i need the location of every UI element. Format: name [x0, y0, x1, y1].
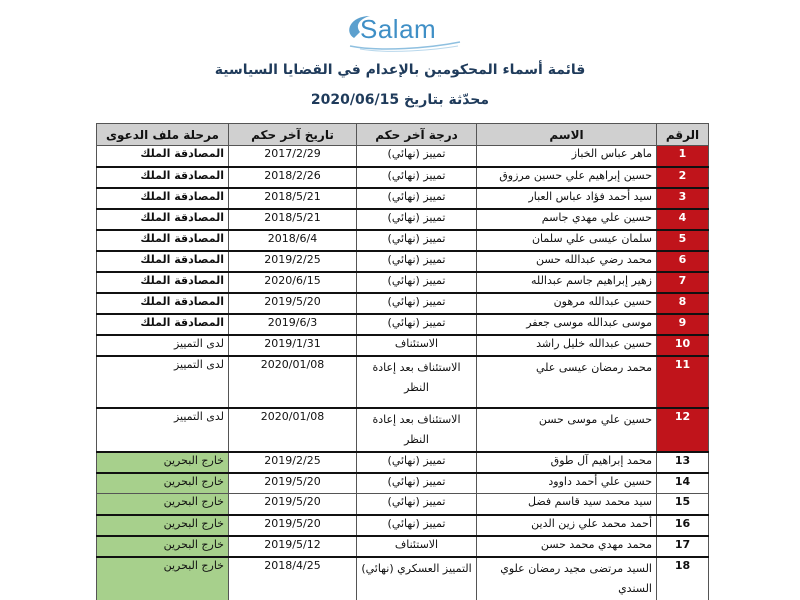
row-number: 12: [657, 408, 709, 452]
row-number: 13: [657, 452, 709, 473]
row-verdict-degree: الاستئناف بعد إعادة النظر: [357, 408, 477, 452]
logo-wordmark: Salam: [360, 14, 437, 44]
row-case-stage: المصادقة الملك: [97, 146, 229, 167]
row-name: السيد مرتضى مجيد رمضان علوي السندي: [477, 557, 657, 600]
table-row: [97, 452, 709, 473]
row-name: سيد أحمد فؤاد عباس العبار: [477, 188, 657, 209]
table-row: [97, 209, 709, 230]
row-number: 6: [657, 251, 709, 272]
row-name: أحمد محمد علي زين الدين: [477, 515, 657, 536]
row-name: زهير إبراهيم جاسم عبدالله: [477, 272, 657, 293]
row-verdict-date: 2020/01/08: [229, 408, 357, 452]
row-number: 8: [657, 293, 709, 314]
row-number: 15: [657, 494, 709, 515]
row-verdict-date: 2020/01/08: [229, 356, 357, 408]
table-row: [97, 408, 709, 452]
row-name: ماهر عباس الخباز: [477, 146, 657, 167]
row-case-stage: المصادقة الملك: [97, 251, 229, 272]
row-verdict-date: 2019/1/31: [229, 335, 357, 356]
row-number: 3: [657, 188, 709, 209]
row-verdict-degree: تمييز (نهائي): [357, 515, 477, 536]
row-case-stage: لدى التمييز: [97, 356, 229, 408]
row-number: 18: [657, 557, 709, 600]
row-verdict-date: 2019/5/20: [229, 494, 357, 515]
row-case-stage: خارج البحرين: [97, 473, 229, 494]
table-row: [97, 515, 709, 536]
page-title: قائمة أسماء المحكومين بالإعدام في القضايا السياسية: [214, 62, 586, 78]
table-row: [97, 272, 709, 293]
table-row: [97, 473, 709, 494]
row-name: سيد محمد سيد قاسم فضل: [477, 494, 657, 515]
row-case-stage: لدى التمييز: [97, 408, 229, 452]
row-verdict-degree: تمييز (نهائي): [357, 167, 477, 188]
row-verdict-date: 2019/5/20: [229, 473, 357, 494]
row-name: حسين إبراهيم علي حسين مرزوق: [477, 167, 657, 188]
row-verdict-date: 2019/2/25: [229, 251, 357, 272]
row-verdict-date: 2018/5/21: [229, 188, 357, 209]
table-row: [97, 188, 709, 209]
row-verdict-degree: تمييز (نهائي): [357, 209, 477, 230]
row-number: 17: [657, 536, 709, 557]
table-header-row: [97, 124, 709, 146]
row-number: 11: [657, 356, 709, 408]
row-case-stage: المصادقة الملك: [97, 188, 229, 209]
row-verdict-date: 2018/6/4: [229, 230, 357, 251]
table-row: [97, 314, 709, 335]
row-verdict-degree: تمييز (نهائي): [357, 473, 477, 494]
header-num: الرقم: [657, 124, 709, 146]
row-case-stage: المصادقة الملك: [97, 209, 229, 230]
table-row: [97, 251, 709, 272]
table-row: [97, 230, 709, 251]
row-name: حسين علي موسى حسن: [477, 408, 657, 452]
row-name: حسين علي أحمد داوود: [477, 473, 657, 494]
row-verdict-degree: تمييز (نهائي): [357, 146, 477, 167]
row-verdict-degree: الاستئناف: [357, 335, 477, 356]
table-row: [97, 494, 709, 515]
row-number: 9: [657, 314, 709, 335]
row-number: 4: [657, 209, 709, 230]
row-case-stage: خارج البحرين: [97, 452, 229, 473]
table-row: [97, 356, 709, 408]
row-verdict-date: 2019/5/12: [229, 536, 357, 557]
row-verdict-date: 2017/2/29: [229, 146, 357, 167]
row-verdict-degree: الاستئناف بعد إعادة النظر: [357, 356, 477, 408]
row-number: 16: [657, 515, 709, 536]
row-case-stage: المصادقة الملك: [97, 272, 229, 293]
row-name: محمد مهدي محمد حسن: [477, 536, 657, 557]
sentenced-table: [96, 123, 709, 600]
header-stage: مرحلة ملف الدعوى: [97, 124, 229, 146]
row-case-stage: المصادقة الملك: [97, 167, 229, 188]
row-verdict-date: 2019/6/3: [229, 314, 357, 335]
row-verdict-date: 2018/2/26: [229, 167, 357, 188]
row-number: 1: [657, 146, 709, 167]
row-verdict-degree: تمييز (نهائي): [357, 494, 477, 515]
table-row: [97, 146, 709, 167]
row-verdict-degree: تمييز (نهائي): [357, 188, 477, 209]
row-number: 14: [657, 473, 709, 494]
row-number: 7: [657, 272, 709, 293]
row-name: سلمان عيسى علي سلمان: [477, 230, 657, 251]
row-case-stage: خارج البحرين: [97, 536, 229, 557]
row-name: محمد رضي عبدالله حسن: [477, 251, 657, 272]
header-date: تاريخ آخر حكم: [229, 124, 357, 146]
row-verdict-degree: تمييز (نهائي): [357, 251, 477, 272]
row-verdict-degree: تمييز (نهائي): [357, 230, 477, 251]
row-case-stage: خارج البحرين: [97, 557, 229, 600]
header-degree: درجة آخر حكم: [357, 124, 477, 146]
table-row: [97, 557, 709, 600]
row-verdict-date: 2019/2/25: [229, 452, 357, 473]
page-subtitle: محدّثة بتاريخ 2020/06/15: [310, 92, 490, 108]
row-verdict-degree: الاستئناف: [357, 536, 477, 557]
table-row: [97, 167, 709, 188]
row-verdict-date: 2020/6/15: [229, 272, 357, 293]
table-row: [97, 293, 709, 314]
row-verdict-date: 2019/5/20: [229, 515, 357, 536]
row-case-stage: خارج البحرين: [97, 494, 229, 515]
row-case-stage: المصادقة الملك: [97, 314, 229, 335]
row-case-stage: المصادقة الملك: [97, 230, 229, 251]
table-row: [97, 335, 709, 356]
row-verdict-date: 2018/4/25: [229, 557, 357, 600]
table-body: [97, 146, 709, 600]
header-name: الاسم: [477, 124, 657, 146]
row-verdict-degree: تمييز (نهائي): [357, 452, 477, 473]
row-verdict-date: 2019/5/20: [229, 293, 357, 314]
row-name: محمد إبراهيم آل طوق: [477, 452, 657, 473]
row-number: 2: [657, 167, 709, 188]
row-number: 10: [657, 335, 709, 356]
row-name: حسين عبدالله مرهون: [477, 293, 657, 314]
row-name: حسين علي مهدي جاسم: [477, 209, 657, 230]
row-name: محمد رمضان عيسى علي: [477, 356, 657, 408]
row-case-stage: لدى التمييز: [97, 335, 229, 356]
row-verdict-degree: تمييز (نهائي): [357, 293, 477, 314]
table-row: [97, 536, 709, 557]
row-verdict-degree: التمييز العسكري (نهائي): [357, 557, 477, 600]
row-verdict-degree: تمييز (نهائي): [357, 314, 477, 335]
row-number: 5: [657, 230, 709, 251]
row-name: حسين عبدالله خليل راشد: [477, 335, 657, 356]
row-verdict-degree: تمييز (نهائي): [357, 272, 477, 293]
row-case-stage: خارج البحرين: [97, 515, 229, 536]
row-verdict-date: 2018/5/21: [229, 209, 357, 230]
row-case-stage: المصادقة الملك: [97, 293, 229, 314]
row-name: موسى عبدالله موسى جعفر: [477, 314, 657, 335]
